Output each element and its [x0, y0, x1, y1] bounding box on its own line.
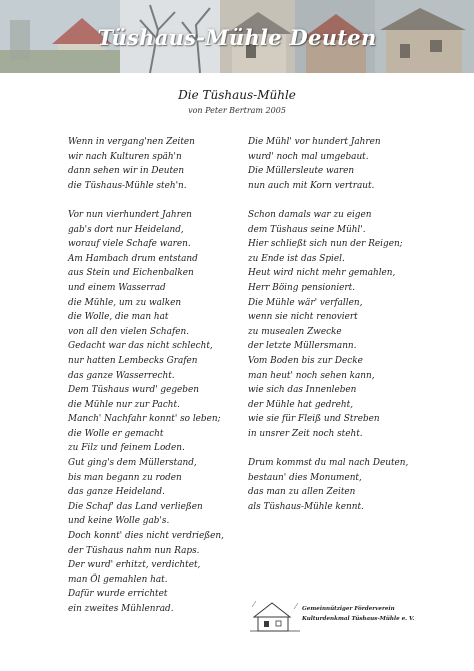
poem-line: Die Mühl' vor hundert Jahren: [248, 137, 381, 147]
poem-line: nur hatten Lembecks Grafen: [68, 355, 198, 366]
poem-line: nun auch mit Korn vertraut.: [248, 180, 375, 191]
poem-line: das man zu allen Zeiten: [248, 487, 356, 498]
poem-line: Herr Böing pensioniert.: [248, 282, 356, 293]
poem-column-right: [248, 135, 448, 514]
poem-line: Vor nun vierhundert Jahren: [68, 209, 192, 220]
header-banner: [0, 0, 474, 73]
poem-line: wie sich das Innenleben: [248, 385, 357, 396]
footer-line1: Gemeinnütziger Förderverein: [302, 606, 395, 612]
poem-title: Die Tüshaus-Mühle: [178, 88, 296, 102]
poem-line: Die Mühle wär' verfallen,: [248, 297, 363, 308]
poem-line: die Mühle nur zur Pacht.: [68, 399, 180, 410]
poem-line: Schon damals war zu eigen: [248, 209, 372, 220]
poem-line: wurd' noch mal umgebaut.: [248, 151, 369, 162]
poem-line: Gedacht war das nicht schlecht,: [68, 341, 213, 352]
poem-line: und einem Wasserrad: [68, 282, 166, 293]
footer-line2: Kulturdenkmal Tüshaus-Mühle e. V.: [302, 616, 415, 622]
poem-line: Dafür wurde errichtet: [68, 589, 168, 600]
poem-line: zu Filz und feinem Loden.: [68, 443, 185, 454]
poem-line: Heut wird nicht mehr gemahlen,: [248, 268, 396, 279]
poem-line: Gut ging's dem Müllerstand,: [68, 458, 197, 469]
poem-line: dann sehen wir in Deuten: [68, 166, 185, 177]
poem-line: worauf viele Schafe waren.: [68, 239, 191, 250]
poem-line: in unsrer Zeit noch steht.: [248, 428, 363, 439]
poem-line: die Wolle er gemacht: [68, 428, 164, 439]
poem-line: dem Tüshaus seine Mühl'.: [248, 224, 366, 235]
poem-line: Die Schaf' das Land verließen: [68, 501, 203, 512]
poem-line: Drum kommst du mal nach Deuten,: [248, 458, 409, 469]
poem-line: zu musealen Zwecke: [248, 326, 342, 337]
poem-line: von all den vielen Schafen.: [68, 326, 190, 337]
poem-column-left: [68, 135, 268, 617]
banner-title: Tüshaus-Mühle Deuten: [97, 25, 377, 50]
poem-line: bestaun' dies Monument,: [248, 472, 362, 483]
poem-line: und keine Wolle gab's.: [68, 516, 170, 527]
poem-line: man Öl gemahlen hat.: [68, 574, 168, 585]
poem-line: die Tüshaus-Mühle steh'n.: [68, 180, 187, 191]
poem-line: Der wurd' erhitzt, verdichtet,: [68, 560, 201, 571]
stanza-break: [248, 441, 448, 456]
poem-line: man heut' noch sehen kann,: [248, 370, 375, 381]
poem-line: Wenn in vergang'nen Zeiten: [68, 137, 195, 147]
poem-line: der letzte Müllersmann.: [248, 341, 357, 352]
poem-line: die Wolle, die man hat: [68, 312, 169, 323]
poem-line: Die Müllersleute waren: [248, 166, 355, 177]
poem-line: wir nach Kulturen späh'n: [68, 151, 182, 162]
poem-line: Am Hambach drum entstand: [68, 253, 198, 264]
poem-line: der Mühle hat gedreht,: [248, 399, 354, 410]
poem-line: wenn sie nicht renoviert: [248, 312, 358, 323]
stanza-break: [248, 193, 448, 208]
poem-line: wie sie für Fleiß und Streben: [248, 414, 380, 425]
poem-line: Hier schließt sich nun der Reigen;: [248, 239, 403, 250]
poem-line: zu Ende ist das Spiel.: [248, 253, 345, 264]
poem-line: gab's dort nur Heideland,: [68, 224, 184, 235]
poem-line: der Tüshaus nahm nun Raps.: [68, 545, 200, 556]
poem-line: aus Stein und Eichenbalken: [68, 268, 194, 279]
poem-line: Manch' Nachfahr konnt' so leben;: [68, 414, 221, 425]
poem-line: Vom Boden bis zur Decke: [248, 355, 363, 366]
poem-line: Doch konnt' dies nicht verdrießen,: [68, 531, 224, 542]
poem-line: als Tüshaus-Mühle kennt.: [248, 501, 364, 512]
poem-line: ein zweites Mühlenrad.: [68, 604, 174, 614]
stanza-break: [68, 193, 268, 208]
poem-line: das ganze Heideland.: [68, 487, 165, 498]
footer-association: [302, 604, 432, 624]
poem-author: von Peter Bertram 2005: [188, 106, 286, 115]
poem-line: die Mühle, um zu walken: [68, 297, 182, 308]
poem-line: bis man begann zu roden: [68, 472, 182, 483]
poem-line: das ganze Wasserrecht.: [68, 370, 175, 381]
poem-line: Dem Tüshaus wurd' gegeben: [68, 385, 199, 396]
